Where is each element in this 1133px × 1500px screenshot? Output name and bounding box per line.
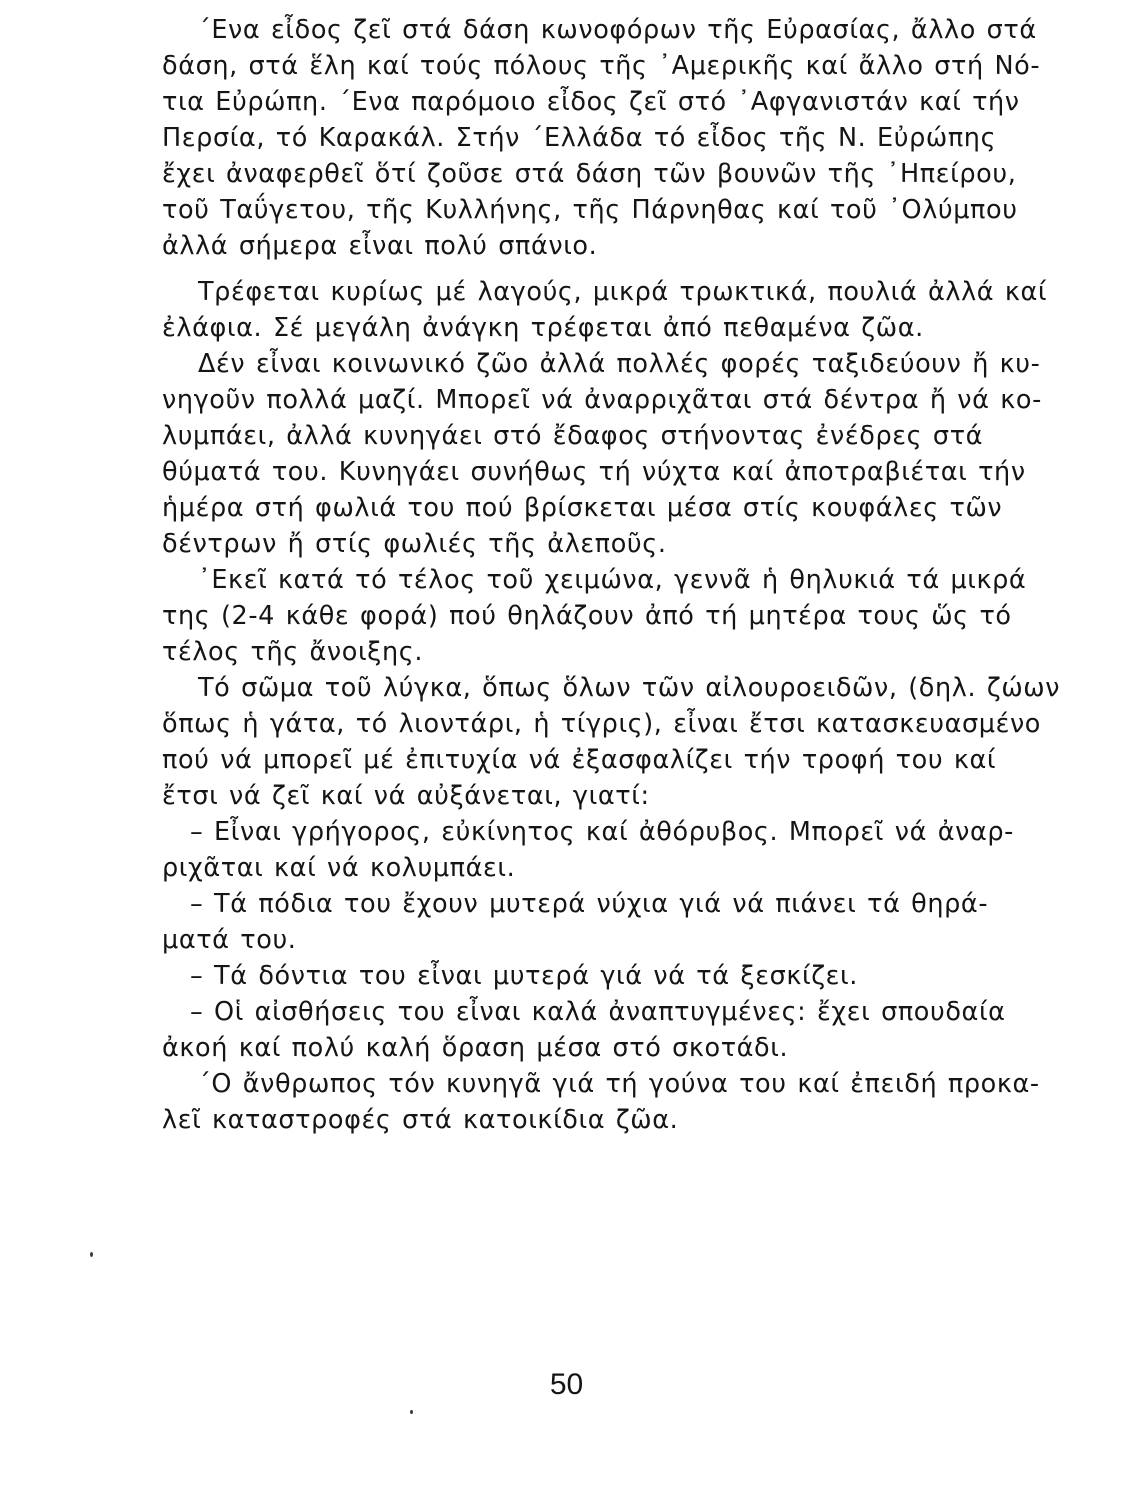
text-line: ΄Ο ἄνθρωπος τόν κυνηγᾶ γιά τή γούνα του καί ἐπειδή προκα- <box>198 1069 1040 1099</box>
text-line: λυμπάει, ἀλλά κυνηγάει στό ἔδαφος στήνοντας ἐνέδρες στά <box>162 421 984 451</box>
page-number: 50 <box>549 1368 584 1401</box>
text-line: τια Εὐρώπη. ΄Ενα παρόμοιο εἶδος ζεῖ στό ᾿Αφγανιστάν καί τήν <box>162 87 1020 117</box>
text-line: – Εἶναι γρήγορος, εὐκίνητος καί ἀθόρυβος. Μπορεῖ νά ἀναρ- <box>190 817 1014 847</box>
text-line: τέλος τῆς ἄνοιξης. <box>162 637 424 667</box>
text-line: – Τά πόδια του ἔχουν μυτερά νύχια γιά νά πιάνει τά θηρά- <box>190 889 989 919</box>
text-line: Δέν εἶναι κοινωνικό ζῶο ἀλλά πολλές φορές ταξιδεύουν ἤ κυ- <box>198 349 1041 379</box>
body-text <box>162 12 1061 1138</box>
text-line: ἔχει ἀναφερθεῖ ὅτί ζοῦσε στά δάση τῶν βουνῶν τῆς ᾿Ηπείρου, <box>162 159 1017 189</box>
scan-speck <box>410 1410 413 1414</box>
text-line: ΄Ενα εἶδος ζεῖ στά δάση κωνοφόρων τῆς Εὐρασίας, ἄλλο στά <box>198 15 1037 45</box>
text-line: δάση, στά ἕλη καί τούς πόλους τῆς ᾿Αμερικῆς καί ἄλλο στή Νό- <box>162 51 1041 81</box>
text-line: ἀκοή καί πολύ καλή ὅραση μέσα στό σκοτάδι. <box>162 1033 789 1063</box>
text-line: Τό σῶμα τοῦ λύγκα, ὅπως ὅλων τῶν αἰλουροειδῶν, (δηλ. ζώων <box>198 673 1061 703</box>
text-line: νηγοῦν πολλά μαζί. Μπορεῖ νά ἀναρριχᾶται στά δέντρα ἤ νά κο- <box>162 385 1042 415</box>
text-line: ἡμέρα στή φωλιά του πού βρίσκεται μέσα στίς κουφάλες τῶν <box>162 493 1003 523</box>
text-line: ματά του. <box>162 925 297 955</box>
scan-speck <box>90 1252 93 1257</box>
text-line: ἀλλά σήμερα εἶναι πολύ σπάνιο. <box>162 231 598 261</box>
text-line: ἔτσι νά ζεῖ καί νά αὐξάνεται, γιατί: <box>162 781 650 811</box>
text-line: δέντρων ἤ στίς φωλιές τῆς ἀλεποῦς. <box>162 529 667 559</box>
text-line: Τρέφεται κυρίως μέ λαγούς, μικρά τρωκτικά, πουλιά ἀλλά καί <box>198 277 1048 307</box>
text-line: ᾿Εκεῖ κατά τό τέλος τοῦ χειμώνα, γεννᾶ ἡ θηλυκιά τά μικρά <box>198 565 1027 595</box>
text-line: – Τά δόντια του εἶναι μυτερά γιά νά τά ξεσκίζει. <box>190 961 858 991</box>
text-line: της (2-4 κάθε φορά) πού θηλάζουν ἀπό τή μητέρα τους ὥς τό <box>162 601 1012 631</box>
text-line: λεῖ καταστροφές στά κατοικίδια ζῶα. <box>162 1105 679 1135</box>
text-line: θύματά του. Κυνηγάει συνήθως τή νύχτα καί ἀποτραβιέται τήν <box>162 457 1026 487</box>
text-line: ἐλάφια. Σέ μεγάλη ἀνάγκη τρέφεται ἀπό πεθαμένα ζῶα. <box>162 313 924 343</box>
text-line: τοῦ Ταΰγετου, τῆς Κυλλήνης, τῆς Πάρνηθας καί τοῦ ᾿Ολύμπου <box>162 195 1018 225</box>
text-line: πού νά μπορεῖ μέ ἐπιτυχία νά ἐξασφαλίζει τήν τροφή του καί <box>162 745 997 775</box>
text-line: ριχᾶται καί νά κολυμπάει. <box>162 853 516 883</box>
text-line: Περσία, τό Καρακάλ. Στήν ΄Ελλάδα τό εἶδος τῆς Ν. Εὐρώπης <box>162 123 997 153</box>
text-line: ὅπως ἡ γάτα, τό λιοντάρι, ἡ τίγρις), εἶναι ἔτσι κατασκευασμένο <box>162 709 1041 739</box>
text-line: – Οἱ αἰσθήσεις του εἶναι καλά ἀναπτυγμένες: ἔχει σπουδαία <box>190 997 1006 1027</box>
